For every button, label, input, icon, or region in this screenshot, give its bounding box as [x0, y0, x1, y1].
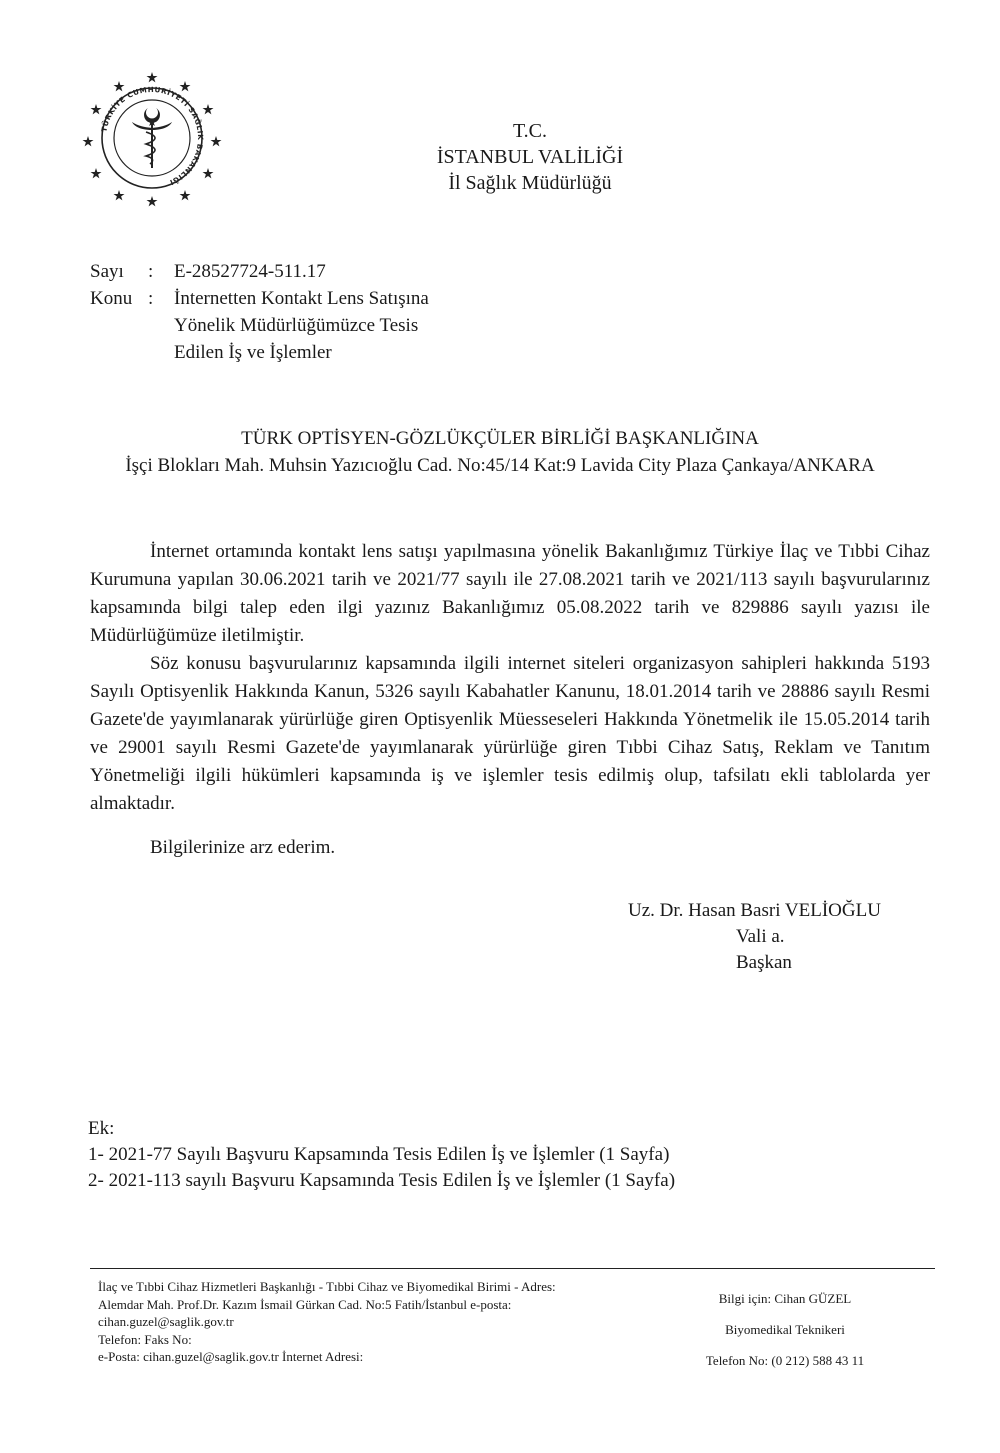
konu-colon: : [148, 288, 154, 309]
attachment-item: 1- 2021-77 Sayılı Başvuru Kapsamında Tesis Edilen İş ve İşlemler (1 Sayfa) [88, 1144, 670, 1165]
attachments-block [88, 1116, 675, 1194]
konu-label: Konu [90, 288, 133, 309]
letter-body [90, 538, 930, 862]
signatory-role: Başkan [736, 952, 792, 973]
body-paragraph: İnternet ortamında kontakt lens satışı yapılmasına yönelik Bakanlığımız Türkiye İlaç ve Tıbbi Cihaz Kurumuna yapılan 30.06.2021 tarih ve 2021/77 sayılı ile 27.08.2021 tarih ve 2021/113 sayılı başvurularınız kapsamında bilgi talep eden ilgi yazınız Bakanlığımız 05.08.2022 tarih ve 829886 sayılı yazısı ile Müdürlüğümüze iletilmiştir. [90, 541, 930, 646]
closing-line: Bilgilerinize arz ederim. [150, 837, 336, 858]
footer-line: e-Posta: cihan.guzel@saglik.gov.tr İnternet Adresi: [98, 1349, 364, 1364]
signatory-title: Vali a. [736, 926, 785, 947]
konu-row [90, 285, 494, 366]
addressee-address: İşçi Blokları Mah. Muhsin Yazıcıoğlu Cad. No:45/14 Kat:9 Lavida City Plaza Çankaya/ANKARA [125, 455, 875, 476]
attachments-label: Ek: [88, 1118, 115, 1139]
sayi-colon: : [148, 261, 154, 282]
attachment-item: 2- 2021-113 sayılı Başvuru Kapsamında Tesis Edilen İş ve İşlemler (1 Sayfa) [88, 1170, 676, 1191]
konu-line: İnternetten Kontakt Lens Satışına [174, 288, 429, 309]
header-directorate: İl Sağlık Müdürlüğü [448, 172, 612, 194]
sayi-value: E-28527724-511.17 [174, 261, 326, 282]
header-tc: T.C. [512, 120, 548, 142]
ministry-seal-logo [82, 68, 222, 208]
svg-text:TÜRKİYE CUMHURİYETİ SAĞLIK BAK: TÜRKİYE CUMHURİYETİ SAĞLIK BAKANLIĞI [99, 84, 206, 188]
body-paragraph: Söz konusu başvurularınız kapsamında ilgili internet siteleri organizasyon sahipleri hakkında 5193 Sayılı Optisyenlik Hakkında Kanun, 5326 sayılı Kabahatler Kanunu, 18.01.2014 tarih ve 28886 sayılı Resmi Gazete'de yayımlanarak yürürlüğe giren Optisyenlik Müesseseleri Hakkında Yönetmelik ile 15.05.2014 tarih ve 29001 sayılı Resmi Gazete'de yayımlanarak yürürlüğe giren Tıbbi Cihaz Satış, Reklam ve Tanıtım Yönetmeliği ilgili hükümleri kapsamında iş ve işlemler tesis edilmiş olup, tafsilatı ekli tablolarda yer almaktadır. [90, 653, 930, 814]
footer-divider [90, 1268, 935, 1269]
konu-line: Edilen İş ve İşlemler [174, 342, 332, 363]
footer-contact-left [98, 1278, 643, 1366]
footer-line: cihan.guzel@saglik.gov.tr [98, 1314, 234, 1329]
letter-meta [90, 258, 494, 366]
header-governorship: İSTANBUL VALİLİĞİ [436, 146, 624, 168]
footer-contact-right [675, 1289, 895, 1382]
footer-line: İlaç ve Tıbbi Cihaz Hizmetleri Başkanlığı - Tıbbi Cihaz ve Biyomedikal Birimi - Adres: [98, 1279, 556, 1294]
addressee-block [100, 425, 900, 479]
footer-info-contact: Bilgi için: Cihan GÜZEL [718, 1291, 852, 1306]
sayi-row [90, 258, 494, 285]
footer-line: Alemdar Mah. Prof.Dr. Kazım İsmail Gürkan Cad. No:5 Fatih/İstanbul e-posta: [98, 1296, 512, 1312]
konu-value [174, 285, 494, 366]
addressee-name: TÜRK OPTİSYEN-GÖZLÜKÇÜLER BİRLİĞİ BAŞKANLIĞINA [241, 428, 759, 449]
letterhead [390, 118, 670, 196]
signature-block [628, 898, 881, 976]
footer-line: Telefon: Faks No: [98, 1331, 192, 1347]
footer-info-title: Biyomedikal Teknikeri [725, 1322, 845, 1337]
footer-info-phone: Telefon No: (0 212) 588 43 11 [705, 1353, 865, 1368]
sayi-label: Sayı [90, 261, 124, 282]
signatory-name: Uz. Dr. Hasan Basri VELİOĞLU [628, 900, 881, 921]
konu-line: Yönelik Müdürlüğümüzce Tesis [174, 315, 419, 336]
